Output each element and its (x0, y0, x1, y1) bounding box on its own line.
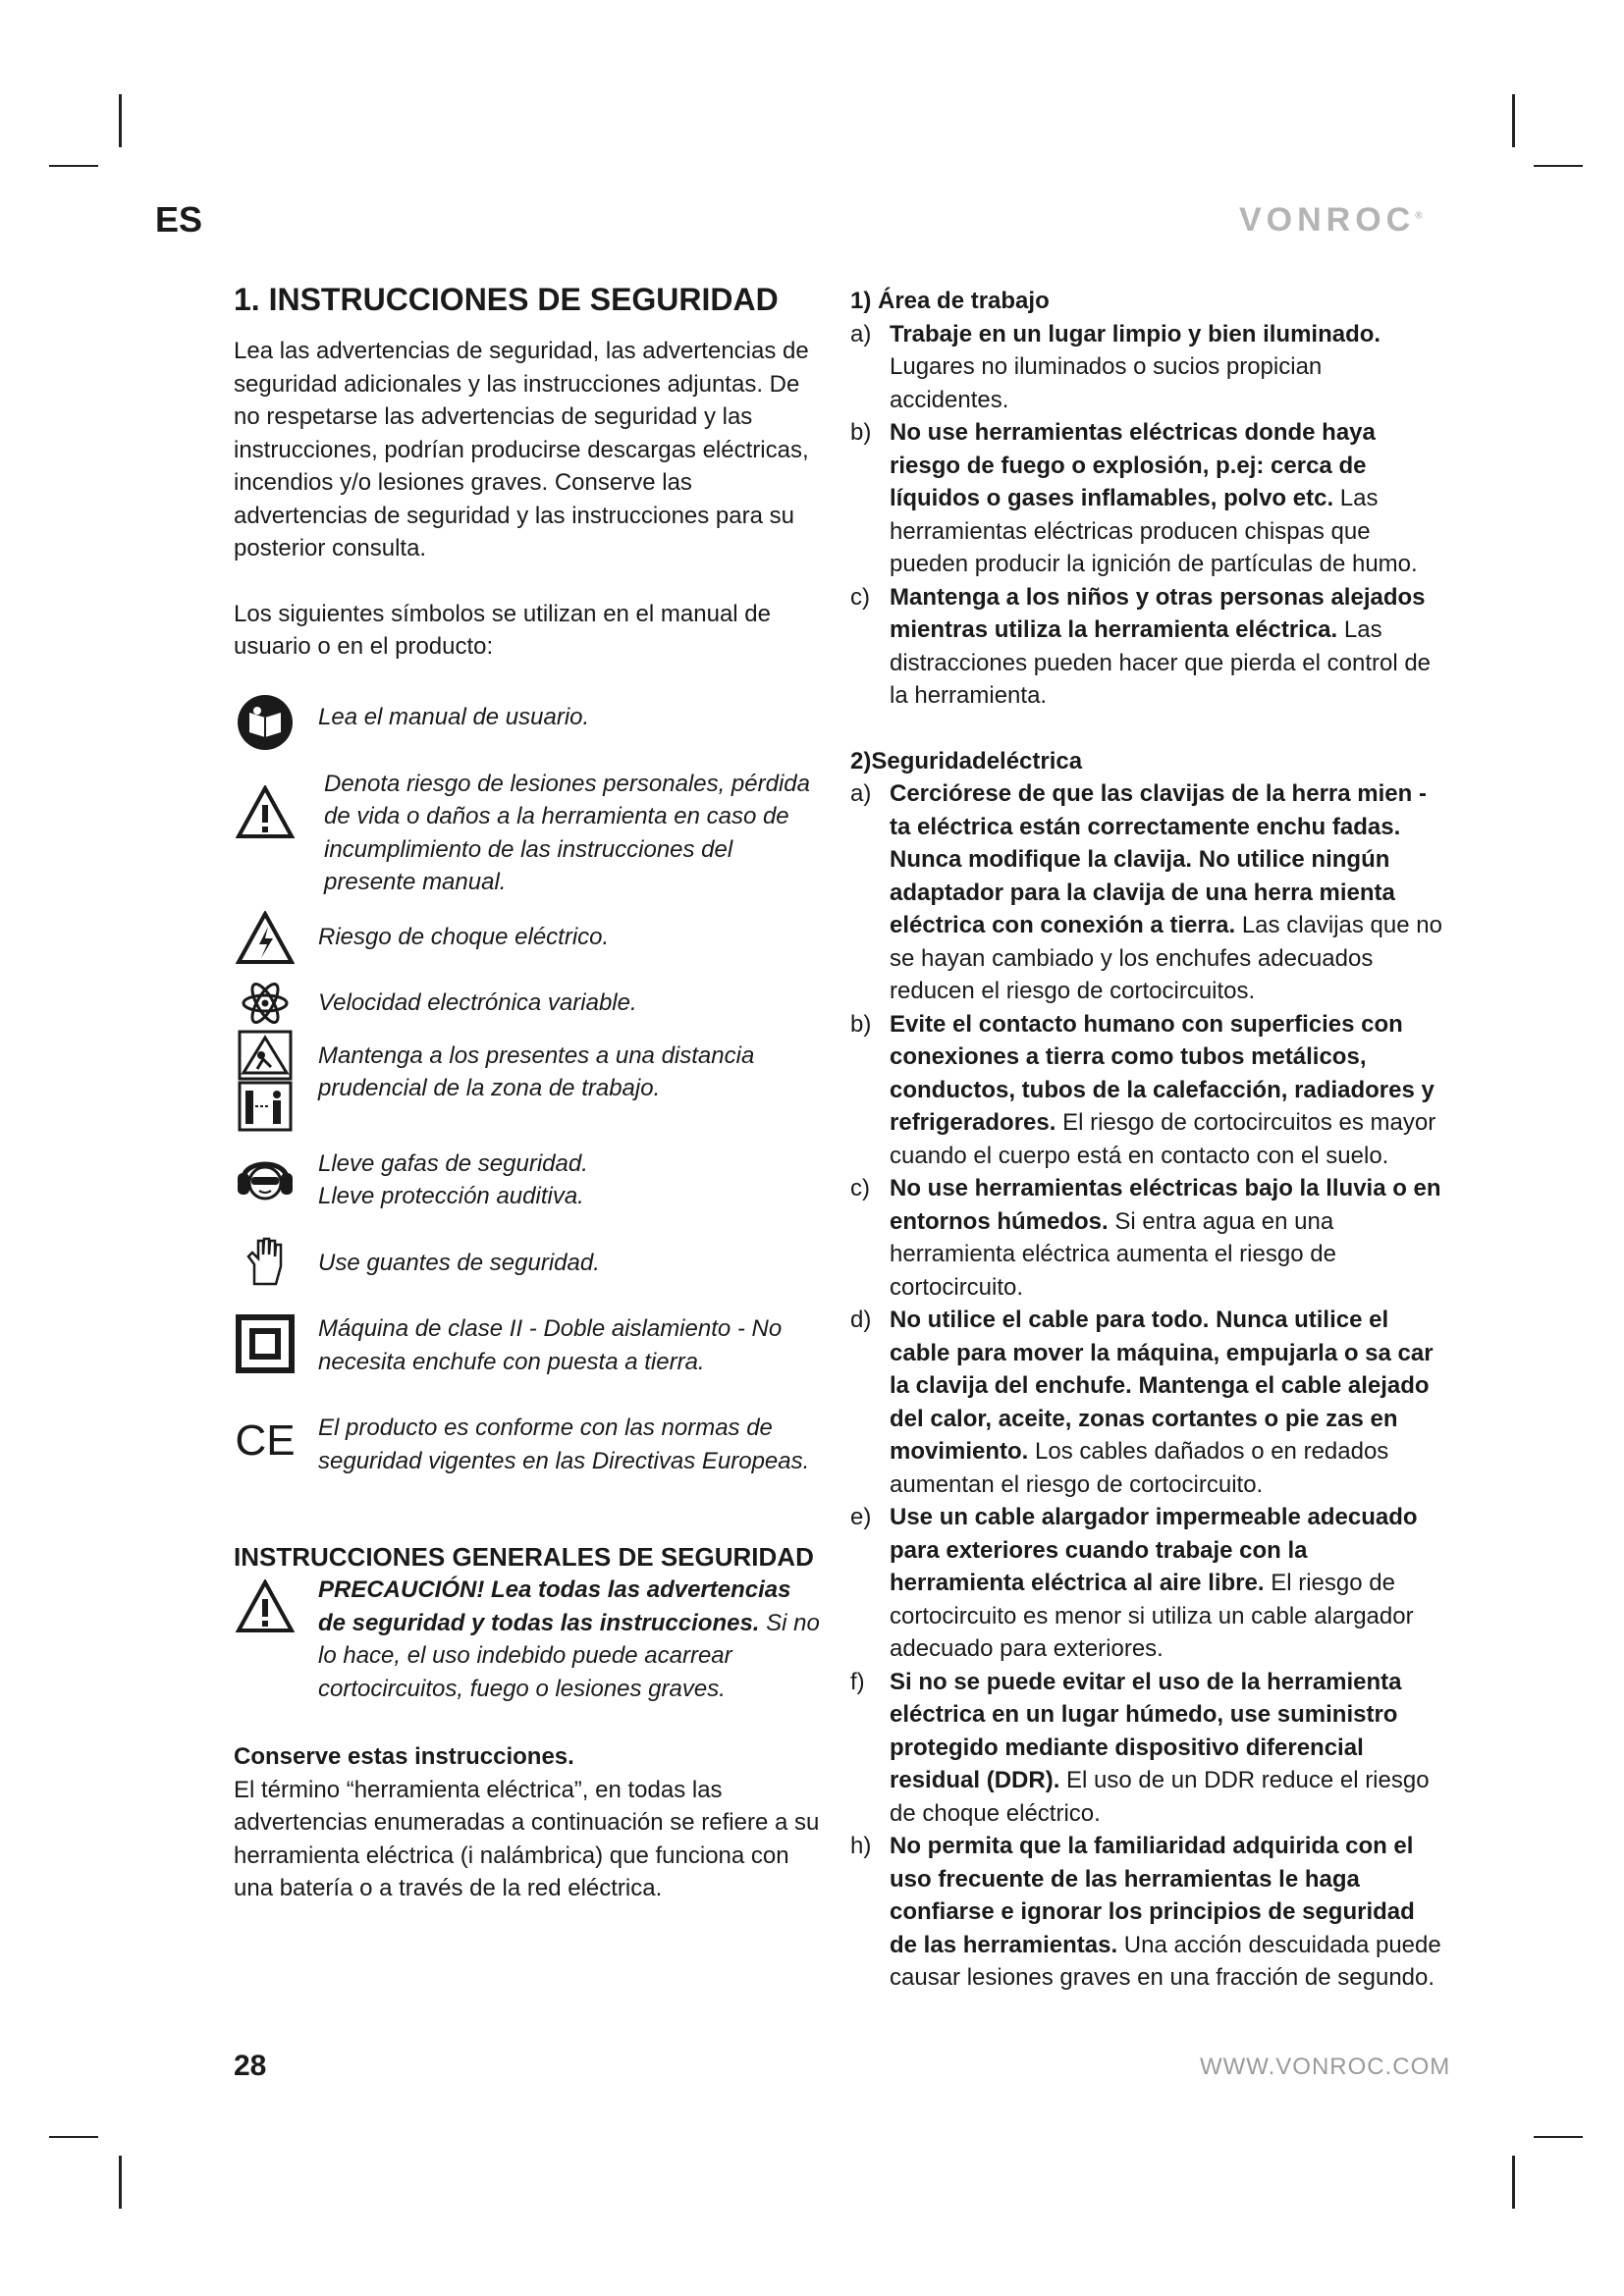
symbol-row: Lea el manual de usuario. (234, 701, 823, 740)
crop-mark (49, 165, 98, 167)
symbol-row: Riesgo de choque eléctrico. (234, 921, 823, 954)
variable-speed-icon (234, 981, 297, 1036)
goggles-earmuffs-icon (234, 1149, 297, 1214)
symbol-row: Velocidad electrónica variable. (234, 987, 823, 1020)
crop-mark (119, 94, 122, 147)
ce-mark-icon: CE (235, 1416, 296, 1465)
electric-shock-icon (234, 911, 297, 976)
list-item: c) Mantenga a los niños y otras personas alejados mientras utiliza la herramienta eléctrica. Las distracciones pueden hacer que pierda el control de la herramienta. (850, 583, 1432, 709)
list-item: h) No permita que la familiaridad adquirida con el uso frecuente de las herramientas le haga confiarse e ignorar los principios de seguridad de las herramientas. Una acción descuidada puede causar lesiones graves en una fracción de segundo. (850, 1833, 1441, 1991)
keep-distance-icon (234, 1030, 297, 1142)
gloves-icon (234, 1235, 297, 1296)
crop-mark (119, 2156, 122, 2209)
list-item: b) No use herramientas eléctricas donde haya riesgo de fuego o explosión, p.ej: cerca de líquidos o gases inflamables, polvo etc. Las herramientas eléctricas producen chispas que pueden producir la ignición de partículas de humo. (850, 419, 1418, 577)
left-column (234, 280, 823, 1905)
crop-mark (1512, 2156, 1515, 2209)
website-url: WWW.VONROC.COM (1200, 2054, 1451, 2080)
intro-paragraph: Lea las advertencias de seguridad, las advertencias de seguridad adicionales y las instrucciones adjuntas. De no respetarse las advertencias de seguridad y las instrucciones, podrían producirse descargas eléctricas, incendios y/o lesiones graves. Conserve las advertencias de seguridad y las instrucciones para su posterior consulta. (234, 338, 809, 561)
list-item: d) No utilice el cable para todo. Nunca utilice el cable para mover la máquina, empujarla o sa car la clavija del enchufe. Mantenga el cable alejado del calor, aceite, zonas cortantes o pie zas en movimiento. Los cables dañados o en redados aumentan el riesgo de cortocircuito. (850, 1307, 1434, 1498)
list-item: b) Evite el contacto humano con superficies con conexiones a tierra como tubos metálicos, conductos, tubos de la calefacción, radiadores y refrigeradores. El riesgo de cortocircuitos es mayor cuando el cuerpo está en contacto con el suelo. (850, 1010, 1436, 1169)
list-item: a) Cerciórese de que las clavijas de la herra mien - ta eléctrica están correctamente enchu fadas. Nunca modifique la clavija. No utilice ningún adaptador para la clavija de una herra mienta eléctrica con conexión a tierra. Las clavijas que no se hayan cambiado y los enchufes adecuados reducen el riesgo de cortocircuitos. (850, 780, 1442, 1004)
read-manual-icon (234, 693, 297, 762)
symbol-row: Use guantes de seguridad. (234, 1247, 823, 1280)
general-safety-heading: INSTRUCCIONES GENERALES DE SEGURIDAD (234, 1542, 814, 1572)
caution-block: PRECAUCIÓN! Lea todas las advertencias de seguridad y todas las instrucciones. Si no lo hace, el uso indebido puede acarrear cortocircuitos, fuego o lesiones graves. (234, 1574, 823, 1705)
electrical-safety-heading: 2)Seguridadeléctrica (850, 747, 1083, 774)
language-code: ES (155, 199, 203, 240)
crop-mark (49, 2136, 98, 2138)
keep-heading: Conserve estas instrucciones. (234, 1743, 574, 1770)
symbol-row: Lleve gafas de seguridad. Lleve protección auditiva. (234, 1148, 823, 1213)
symbol-row: Mantenga a los presentes a una distancia prudencial de la zona de trabajo. (234, 1040, 823, 1138)
right-column (850, 285, 1447, 1995)
warning-triangle-icon (234, 785, 297, 850)
crop-mark (1534, 165, 1583, 167)
list-item: e) Use un cable alargador impermeable adecuado para exteriores cuando trabaje con la herramienta eléctrica al aire libre. El riesgo de cortocircuito es menor si utiliza un cable alargador adecuado para exteriores. (850, 1504, 1418, 1662)
list-item: c) No use herramientas eléctricas bajo la lluvia o en entornos húmedos. Si entra agua en una herramienta eléctrica aumenta el riesgo de cortocircuito. (850, 1175, 1441, 1301)
page-number: 28 (234, 2050, 267, 2082)
crop-mark (1512, 94, 1515, 147)
list-item: f) Si no se puede evitar el uso de la herramienta eléctrica en un lugar húmedo, use suministro protegido mediante dispositivo diferencial residual (DDR). El uso de un DDR reduce el riesgo de choque eléctrico. (850, 1668, 1430, 1827)
keep-paragraph: El término “herramienta eléctrica”, en todas las advertencias enumeradas a continuación se refiere a su herramienta eléctrica (i nalámbrica) que funciona con una batería o a través de la red eléctrica. (234, 1776, 820, 1901)
symbol-row: Denota riesgo de lesiones personales, pérdida de vida o daños a la herramienta en caso de incumplimiento de las instrucciones del presente manual. (234, 768, 823, 899)
class-ii-icon (234, 1314, 297, 1383)
symbol-row: CE El producto es conforme con las normas de seguridad vigentes en las Directivas Europeas. (235, 1415, 810, 1474)
warning-triangle-icon (234, 1579, 297, 1644)
symbols-intro: Los siguientes símbolos se utilizan en el manual de usuario o en el producto: (234, 600, 771, 660)
section-title: 1. INSTRUCCIONES DE SEGURIDAD (234, 282, 779, 317)
list-item: a) Trabaje en un lugar limpio y bien iluminado. Lugares no iluminados o sucios propician accidentes. (850, 320, 1381, 413)
brand-logo: VONROC® (1239, 201, 1423, 239)
work-area-heading: 1) Área de trabajo (850, 288, 1050, 314)
crop-mark (1534, 2136, 1583, 2138)
symbol-row: Máquina de clase II - Doble aislamiento - No necesita enchufe con puesta a tierra. (234, 1312, 823, 1378)
